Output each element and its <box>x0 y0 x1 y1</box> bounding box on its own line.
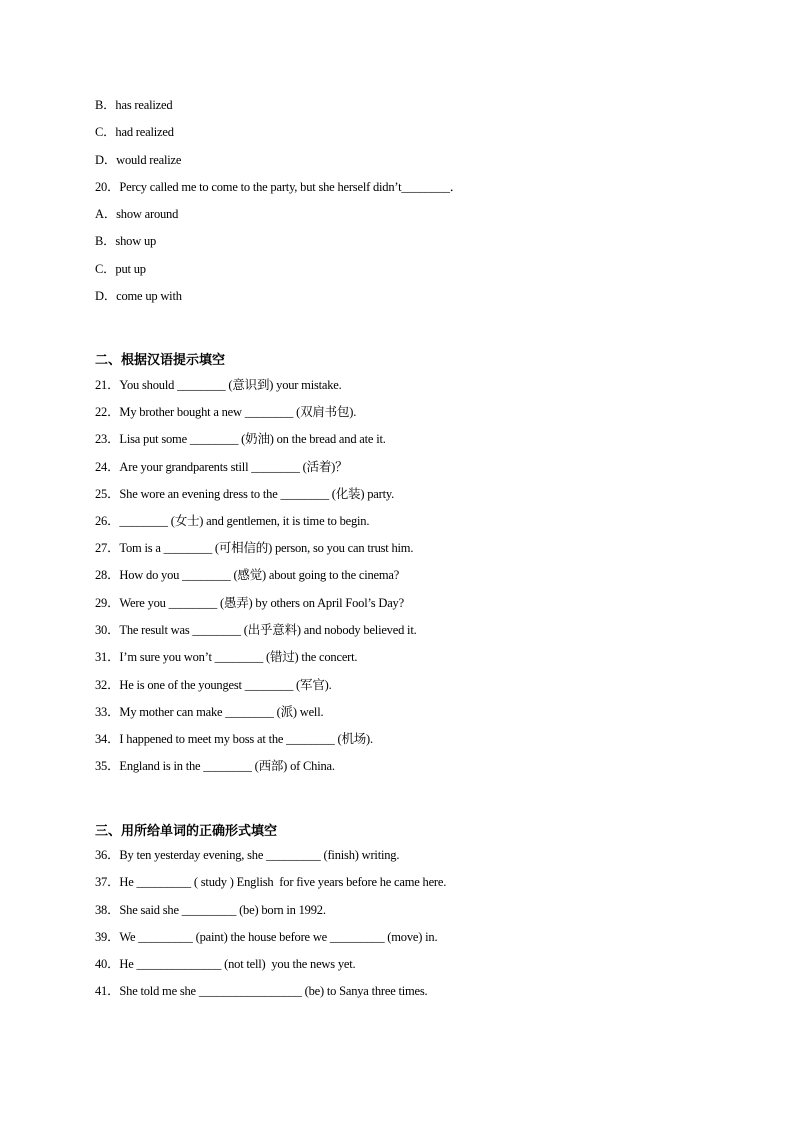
question-37: 37．He _________ ( study ) English for five years before he came here. <box>95 875 447 889</box>
question-34: 34．I happened to meet my boss at the ________ (机场). <box>95 732 373 746</box>
question-20: 20．Percy called me to come to the party, but she herself didn’t________． <box>95 180 463 194</box>
question-27: 27．Tom is a ________ (可相信的) person, so you can trust him. <box>95 541 414 555</box>
question-28: 28．How do you ________ (感觉) about going to the cinema? <box>95 568 400 582</box>
question-40: 40．He ______________ (not tell) you the news yet. <box>95 957 356 971</box>
question-29: 29．Were you ________ (愚弄) by others on April Fool’s Day? <box>95 596 404 610</box>
question-30: 30．The result was ________ (出乎意料) and nobody believed it. <box>95 623 417 637</box>
question-26: 26．________ (女士) and gentlemen, it is time to begin. <box>95 514 370 528</box>
option-c: C．had realized <box>95 125 174 139</box>
question-23: 23．Lisa put some ________ (奶油) on the bread and ate it. <box>95 432 386 446</box>
question-32: 32．He is one of the youngest ________ (军官). <box>95 678 332 692</box>
option-d: D．come up with <box>95 289 182 303</box>
option-b: B．has realized <box>95 98 173 112</box>
option-d: D．would realize <box>95 153 182 167</box>
question-38: 38．She said she _________ (be) born in 1992. <box>95 903 326 917</box>
question-21: 21．You should ________ (意识到) your mistake. <box>95 378 342 392</box>
option-b: B．show up <box>95 234 157 248</box>
question-35: 35．England is in the ________ (西部) of China. <box>95 759 335 773</box>
option-a: A．show around <box>95 207 179 221</box>
question-31: 31．I’m sure you won’t ________ (错过) the concert. <box>95 650 358 664</box>
question-39: 39．We _________ (paint) the house before we _________ (move) in. <box>95 930 438 944</box>
question-41: 41．She told me she _________________ (be) to Sanya three times. <box>95 984 428 998</box>
question-25: 25．She wore an evening dress to the ________ (化装) party. <box>95 487 395 501</box>
section-2-heading: 二、根据汉语提示填空 <box>95 353 226 368</box>
question-24: 24．Are your grandparents still ________ (活着)？ <box>95 460 348 474</box>
question-33: 33．My mother can make ________ (派) well. <box>95 705 324 719</box>
question-36: 36．By ten yesterday evening, she _________ (finish) writing. <box>95 848 400 862</box>
question-22: 22．My brother bought a new ________ (双肩书包). <box>95 405 357 419</box>
section-3-heading: 三、用所给单词的正确形式填空 <box>95 824 278 839</box>
option-c: C．put up <box>95 262 146 276</box>
